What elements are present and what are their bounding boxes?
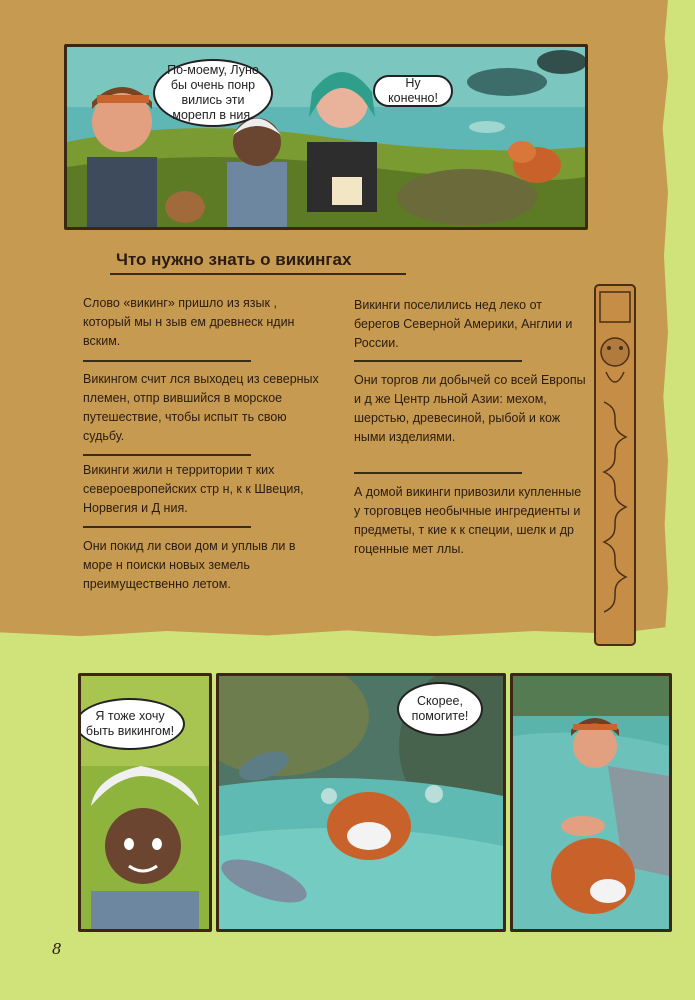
bottom-panel-left — [78, 673, 212, 932]
speech-bubble-text: По-моему, Луне бы очень понр вились эти морепл в ния. — [167, 63, 259, 122]
fact-paragraph: Викингом счит лся выходец из северных племен, отпр вившийся в морское путешествие, чтобы испыт ть свою судьбу. — [83, 372, 319, 443]
page-number: 8 — [52, 940, 62, 958]
fact-paragraph: А домой викинги привозили купленные у торговцев необычные ингредиенты и предметы, т кие к к специи, шелк и др гоценные мет ллы. — [354, 485, 582, 556]
paragraph-divider — [83, 454, 251, 456]
top-comic-panel — [64, 44, 588, 230]
paragraph-divider — [83, 360, 251, 362]
paragraph-divider — [354, 360, 522, 362]
speech-bubble-beaver — [397, 682, 483, 736]
bottom-panel-right — [510, 673, 672, 932]
fact-paragraph: Они покид ли свои дом и уплыв ли в море н поиски новых земель преимущественно летом. — [83, 539, 296, 591]
fact-paragraph: Викинги поселились нед леко от берегов Северной Америки, Англии и России. — [354, 298, 573, 350]
paragraph-divider — [354, 472, 522, 474]
speech-bubble-boy — [153, 59, 273, 127]
speech-bubble-text: Скорее, помогите! — [411, 694, 469, 723]
bottom-right-illustration — [513, 676, 669, 929]
speech-bubble-girl — [78, 698, 185, 750]
speech-bubble-text: Я тоже хочу быть викингом! — [85, 709, 175, 738]
section-title: Что нужно знать о викингах — [116, 250, 352, 269]
speech-bubble-text: Ну конечно! — [388, 76, 438, 105]
top-panel-illustration — [67, 47, 585, 227]
speech-bubble-girl — [373, 75, 453, 107]
fact-paragraph: Они торгов ли добычей со всей Европы и д же Центр льной Азии: мехом, шерстью, древесиной, рыбой и кож ными изделиями. — [354, 373, 586, 444]
fact-paragraph: Викинги жили н территории т ких североевропейских стр н, к к Швеция, Норвегия и Д ния. — [83, 463, 304, 515]
carved-pillar-ornament — [592, 282, 638, 648]
bottom-panel-middle — [216, 673, 506, 932]
title-underline — [110, 273, 406, 275]
paragraph-divider — [83, 526, 251, 528]
fact-paragraph: Слово «викинг» пришло из язык , который мы н зыв ем древнеск ндин вским. — [83, 296, 295, 348]
